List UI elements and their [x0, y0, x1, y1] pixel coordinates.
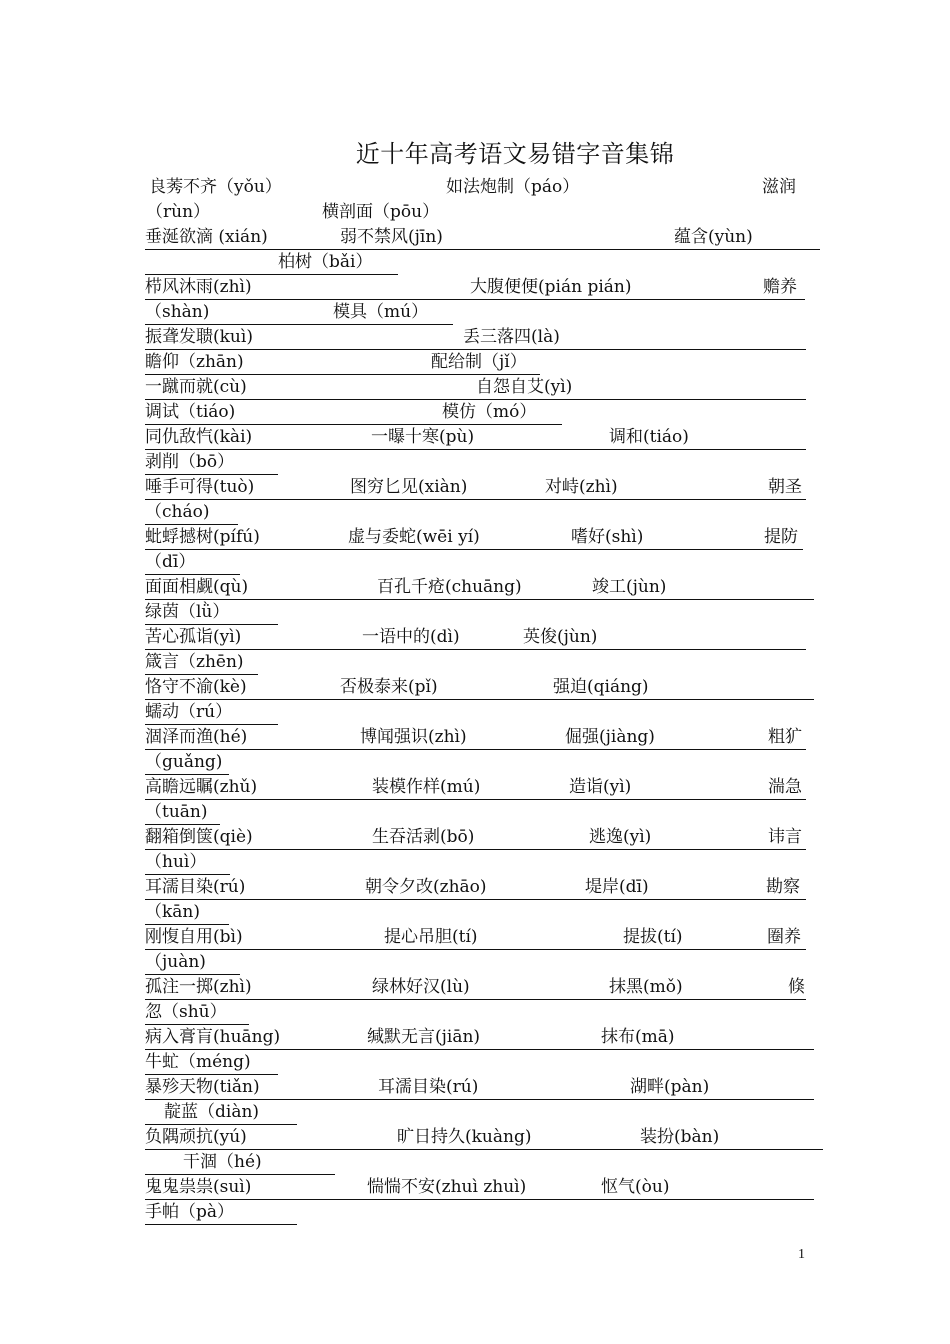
word-entry: 苦心孤诣(yì) [145, 627, 242, 647]
word-entry: 装模作样(mú) [372, 777, 481, 797]
list-line [145, 1175, 814, 1200]
word-entry: 造诣(yì) [569, 777, 632, 797]
word-entry: 对峙(zhì) [545, 477, 618, 497]
word-entry: 箴言（zhēn) [145, 652, 244, 672]
word-entry: 暴殄天物(tiǎn) [145, 1077, 260, 1097]
word-entry: 一语中的(dì) [362, 627, 460, 647]
word-entry: 怄气(òu) [601, 1177, 670, 1197]
word-entry: 朝令夕改(zhāo) [365, 877, 487, 897]
word-entry: 栉风沐雨(zhì) [145, 277, 252, 297]
word-entry: 模具（mú） [333, 302, 429, 322]
list-line [145, 250, 398, 275]
word-entry: 赡养 [763, 277, 797, 297]
word-entry: 同仇敌忾(kài) [145, 427, 253, 447]
word-entry: 提心吊胆(tí) [384, 927, 478, 947]
word-entry: 耳濡目染(rú) [378, 1077, 479, 1097]
list-line [145, 375, 806, 400]
word-entry: 缄默无言(jiān) [367, 1027, 481, 1047]
word-entry: 高瞻远瞩(zhǔ) [145, 777, 258, 797]
word-entry: 丢三落四(là) [463, 327, 560, 347]
word-entry: 旷日持久(kuàng) [397, 1127, 532, 1147]
word-entry: 讳言 [768, 827, 802, 847]
list-line [145, 500, 238, 525]
word-entry: 忽（shū） [145, 1002, 227, 1022]
list-line [145, 300, 453, 325]
page-number: 1 [798, 1247, 805, 1262]
word-entry: 耳濡目染(rú) [145, 877, 246, 897]
word-entry: 负隅顽抗(yú) [145, 1127, 247, 1147]
word-entry: 惴惴不安(zhuì zhuì) [367, 1177, 527, 1197]
word-entry: 一曝十寒(pù) [371, 427, 475, 447]
word-entry: 大腹便便(pián pián) [470, 277, 632, 297]
list-line [145, 550, 240, 575]
word-entry: 勘察 [766, 877, 800, 897]
word-entry: 鬼鬼祟祟(suì) [145, 1177, 252, 1197]
word-entry: 生吞活剥(bō) [372, 827, 475, 847]
word-entry: 绿茵（lǜ） [145, 602, 230, 622]
word-entry: 蕴含(yùn) [674, 227, 753, 247]
word-entry: 涸泽而渔(hé) [145, 727, 248, 747]
list-line [145, 1200, 297, 1225]
word-entry: 牛虻（méng) [145, 1052, 251, 1072]
word-entry: （dī） [145, 552, 196, 572]
list-line [145, 675, 814, 700]
word-entry: 模仿（mó） [442, 402, 537, 422]
page-title: 近十年高考语文易错字音集锦 [355, 140, 675, 168]
list-line [145, 400, 562, 425]
list-line [145, 700, 278, 725]
list-line [145, 525, 803, 550]
word-entry: （guǎng) [145, 752, 223, 772]
word-entry: 抹布(mā) [601, 1027, 675, 1047]
word-entry: 一蹴而就(cù) [145, 377, 247, 397]
list-line [145, 225, 820, 250]
word-entry: 绿林好汉(lù) [372, 977, 470, 997]
word-entry: 弱不禁风(jīn) [340, 227, 443, 247]
word-entry: 面面相觑(qù) [145, 577, 249, 597]
word-entry: 博闻强识(zhì) [360, 727, 467, 747]
word-entry: 调和(tiáo) [609, 427, 689, 447]
word-entry: 调试（tiáo) [145, 402, 236, 422]
list-line [145, 900, 229, 925]
word-entry: 竣工(jùn) [592, 577, 667, 597]
word-entry: 蚍蜉撼树(pífú) [145, 527, 260, 547]
list-line [145, 650, 258, 675]
word-entry: 横剖面（pōu） [322, 202, 440, 222]
list-line [145, 175, 806, 199]
word-entry: 湖畔(pàn) [630, 1077, 710, 1097]
list-line [145, 775, 806, 800]
word-entry: （huì） [145, 852, 207, 872]
word-entry: 强迫(qiáng) [553, 677, 649, 697]
word-entry: 逃逸(yì) [589, 827, 652, 847]
word-entry: 提防 [764, 527, 798, 547]
word-entry: 图穷匕见(xiàn) [350, 477, 468, 497]
list-line [145, 1000, 249, 1025]
word-entry: （juàn) [145, 952, 206, 972]
list-line [145, 1125, 823, 1150]
word-entry: 提拔(tí) [623, 927, 683, 947]
list-line [145, 575, 814, 600]
list-line [145, 625, 806, 650]
word-entry: 翻箱倒箧(qiè) [145, 827, 253, 847]
word-entry: （shàn) [145, 302, 210, 322]
word-entry: 蠕动（rú） [145, 702, 233, 722]
word-entry: （cháo) [145, 502, 210, 522]
list-line [145, 875, 806, 900]
list-line [145, 325, 806, 350]
word-entry: 装扮(bàn) [640, 1127, 720, 1147]
list-line [145, 1050, 278, 1075]
list-line [145, 1075, 814, 1100]
word-entry: 手帕（pà） [145, 1202, 235, 1222]
list-line [145, 975, 806, 1000]
list-line [145, 275, 805, 300]
list-line [145, 425, 806, 450]
word-entry: 垂涎欲滴 (xián) [145, 227, 268, 247]
word-entry: 柏树（bǎi） [278, 252, 373, 272]
list-line [145, 1025, 814, 1050]
list-line [145, 925, 806, 950]
list-line [145, 600, 278, 625]
list-line [145, 450, 278, 475]
word-entry: 嗜好(shì) [571, 527, 644, 547]
word-entry: 虚与委蛇(wēi yí) [348, 527, 480, 547]
word-entry: 否极泰来(pǐ) [340, 677, 438, 697]
list-line [145, 725, 806, 750]
word-entry: （tuān) [145, 802, 208, 822]
word-entry: 倏 [788, 977, 805, 997]
word-entry: 如法炮制（páo） [446, 177, 580, 197]
list-line [145, 750, 229, 775]
word-entry: 湍急 [768, 777, 802, 797]
word-entry: 自怨自艾(yì) [476, 377, 573, 397]
word-entry: 唾手可得(tuò) [145, 477, 255, 497]
list-line [145, 350, 540, 375]
word-entry: 倔强(jiàng) [565, 727, 655, 747]
list-line [145, 200, 806, 224]
list-line [145, 475, 806, 500]
word-entry: （kān) [145, 902, 201, 922]
word-entry: 孤注一掷(zhì) [145, 977, 252, 997]
list-line [145, 950, 240, 975]
list-line [145, 850, 230, 875]
list-line [145, 800, 220, 825]
word-entry: 干涸（hé) [183, 1152, 262, 1172]
word-entry: 瞻仰（zhān) [145, 352, 244, 372]
word-entry: 滋润 [762, 177, 796, 197]
word-entry: 配给制（jǐ） [431, 352, 527, 372]
word-entry: 粗犷 [768, 727, 802, 747]
word-entry: 朝圣 [768, 477, 802, 497]
word-entry: 良莠不齐（yǒu） [149, 177, 282, 197]
list-line [145, 1150, 335, 1175]
word-entry: 堤岸(dī) [585, 877, 649, 897]
word-entry: 抹黑(mǒ) [609, 977, 683, 997]
word-entry: 剥削（bō） [145, 452, 235, 472]
list-line [145, 1100, 297, 1125]
word-entry: 振聋发聩(kuì) [145, 327, 253, 347]
word-entry: 恪守不渝(kè) [145, 677, 247, 697]
word-entry: 圈养 [767, 927, 801, 947]
list-line [145, 825, 806, 850]
word-entry: 刚愎自用(bì) [145, 927, 243, 947]
word-entry: （rùn） [146, 202, 211, 222]
word-entry: 百孔千疮(chuāng) [377, 577, 522, 597]
word-entry: 靛蓝（diàn) [164, 1102, 260, 1122]
word-entry: 英俊(jùn) [523, 627, 598, 647]
word-entry: 病入膏肓(huāng) [145, 1027, 281, 1047]
